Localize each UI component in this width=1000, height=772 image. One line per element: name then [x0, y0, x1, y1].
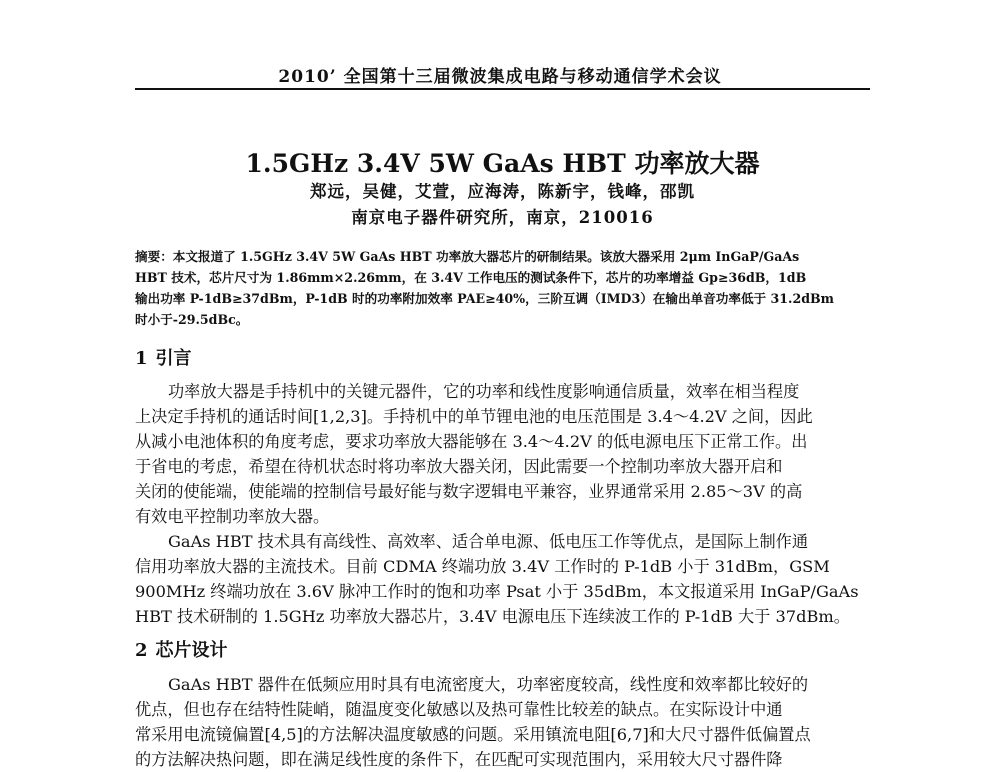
abstract-line: 时小于-29.5dBc。 — [135, 312, 249, 327]
body-line: GaAs HBT 技术具有高线性、高效率、适合单电源、低电压工作等优点，是国际上制作通 — [168, 532, 809, 551]
body-line: 关闭的使能端，使能端的控制信号最好能与数字逻辑电平兼容，业界通常采用 2.85～3V 的高 — [135, 482, 803, 501]
section-heading-chip-design — [135, 636, 228, 662]
body-line: 有效电平控制功率放大器。 — [135, 507, 330, 526]
section-title: 芯片设计 — [155, 640, 228, 661]
abstract-line: 摘要：本文报道了 1.5GHz 3.4V 5W GaAs HBT 功率放大器芯片的研制结果。该放大器采用 2μm InGaP/GaAs — [135, 249, 800, 264]
paper-authors: 郑远，吴健，艾萱，应海涛，陈新宇，钱峰，邵凯 — [310, 182, 695, 201]
body-line: 上决定手持机的通话时间[1,2,3]。手持机中的单节锂电池的电压范围是 3.4～4.2V 之间，因此 — [135, 407, 813, 426]
section-body-chip-design — [135, 672, 867, 772]
body-line: 的方法解决热问题，即在满足线性度的条件下，在匹配可实现范围内，采用较大尺寸器件降 — [135, 750, 783, 769]
section-number: 2 — [135, 640, 148, 661]
body-line: 信用功率放大器的主流技术。目前 CDMA 终端功放 3.4V 工作时的 P-1dB 小于 31dBm，GSM — [135, 557, 830, 576]
abstract-line: 输出功率 P-1dB≥37dBm，P-1dB 时的功率附加效率 PAE≥40%，三阶互调（IMD3）在输出单音功率低于 31.2dBm — [135, 291, 834, 306]
body-line: 于省电的考虑，希望在待机状态时将功率放大器关闭，因此需要一个控制功率放大器开启和 — [135, 457, 783, 476]
section-body-intro — [135, 379, 867, 629]
running-header: 2010’ 全国第十三届微波集成电路与移动通信学术会议 — [278, 67, 722, 87]
header-rule — [135, 88, 870, 90]
abstract-line: HBT 技术，芯片尺寸为 1.86mm×2.26mm，在 3.4V 工作电压的测试条件下，芯片的功率增益 Gp≥36dB，1dB — [135, 270, 807, 285]
body-line: HBT 技术研制的 1.5GHz 功率放大器芯片，3.4V 电源电压下连续波工作的 P-1dB 大于 37dBm。 — [135, 607, 850, 626]
body-line: 900MHz 终端功放在 3.6V 脉冲工作时的饱和功率 Psat 小于 35dBm，本文报道采用 InGaP/GaAs — [135, 582, 859, 601]
body-line: 功率放大器是手持机中的关键元器件，它的功率和线性度影响通信质量，效率在相当程度 — [168, 382, 800, 401]
body-line: 常采用电流镜偏置[4,5]的方法解决温度敏感的问题。采用镇流电阻[6,7]和大尺寸器件低偏置点 — [135, 725, 811, 744]
paper-affiliation: 南京电子器件研究所，南京，210016 — [351, 208, 654, 227]
abstract — [135, 246, 867, 330]
body-line: 优点，但也存在结特性陡峭，随温度变化敏感以及热可靠性比较差的缺点。在实际设计中通 — [135, 700, 783, 719]
body-line: GaAs HBT 器件在低频应用时具有电流密度大，功率密度较高，线性度和效率都比较好的 — [168, 675, 809, 694]
body-line: 从减小电池体积的角度考虑，要求功率放大器能够在 3.4～4.2V 的低电源电压下正常工作。出 — [135, 432, 808, 451]
section-heading-intro — [135, 344, 192, 370]
section-number: 1 — [135, 348, 148, 369]
section-title: 引言 — [155, 348, 192, 369]
paper-title: 1.5GHz 3.4V 5W GaAs HBT 功率放大器 — [245, 149, 760, 178]
